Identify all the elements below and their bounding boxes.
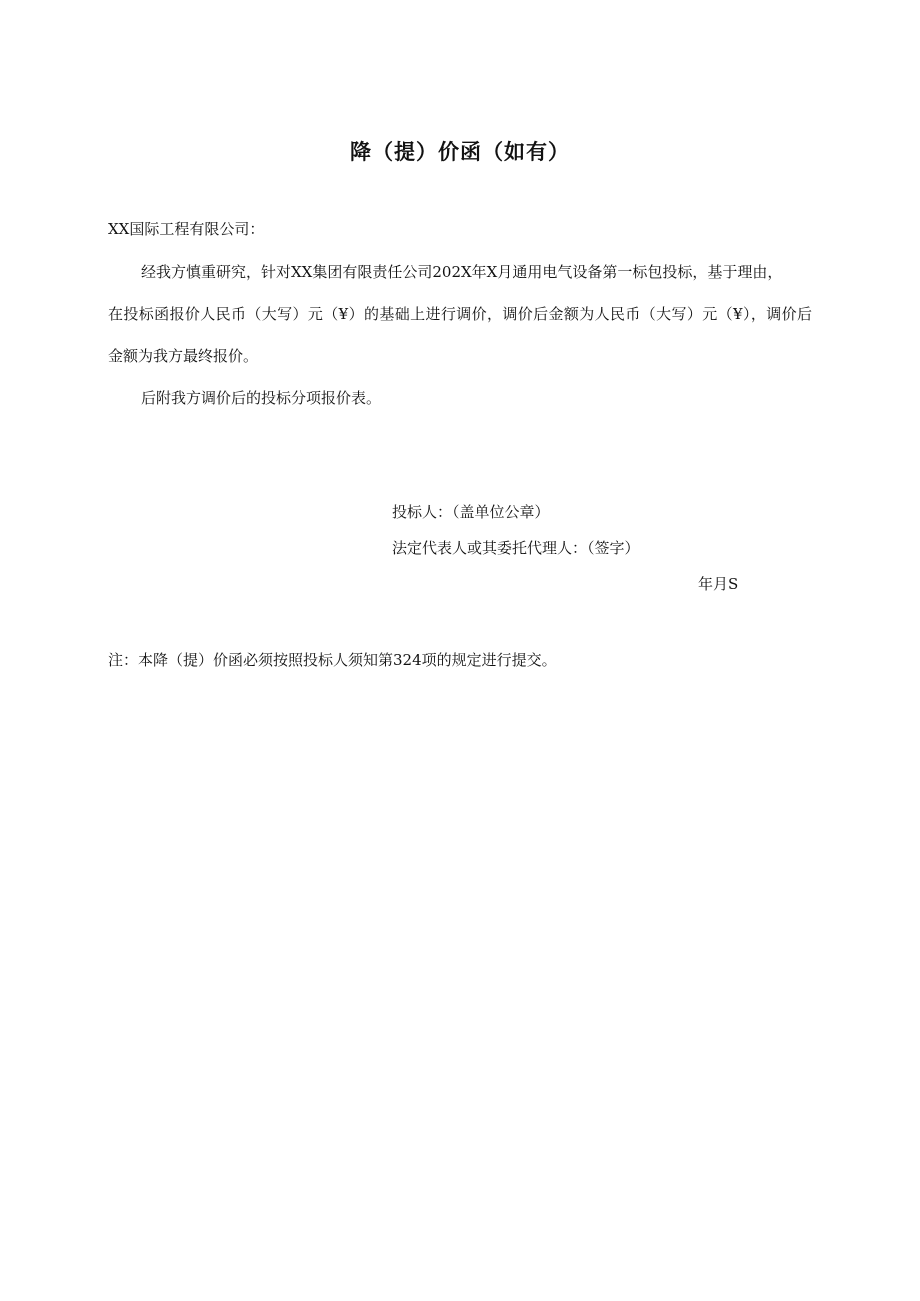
body-paragraph-line-1: 经我方慎重研究，针对XX集团有限责任公司202X年X月通用电气设备第一标包投标，基于理由， bbox=[141, 263, 783, 281]
bidder-signature-line: 投标人：（盖单位公章） bbox=[392, 503, 550, 521]
page-title: 降（提）价函（如有） bbox=[350, 140, 570, 164]
body-paragraph-line-2: 在投标函报价人民币（大写）元（¥）的基础上进行调价，调价后金额为人民币（大写）元（¥），调价后 bbox=[108, 305, 812, 323]
salutation: XX国际工程有限公司： bbox=[108, 220, 265, 238]
signature-date: 年月S bbox=[698, 575, 739, 593]
attachment-note: 后附我方调价后的投标分项报价表。 bbox=[141, 389, 382, 407]
body-paragraph-line-3: 金额为我方最终报价。 bbox=[108, 347, 259, 365]
legal-representative-signature-line: 法定代表人或其委托代理人：（签字） bbox=[392, 539, 640, 557]
footnote: 注：本降（提）价函必须按照投标人须知第324项的规定进行提交。 bbox=[108, 651, 557, 669]
